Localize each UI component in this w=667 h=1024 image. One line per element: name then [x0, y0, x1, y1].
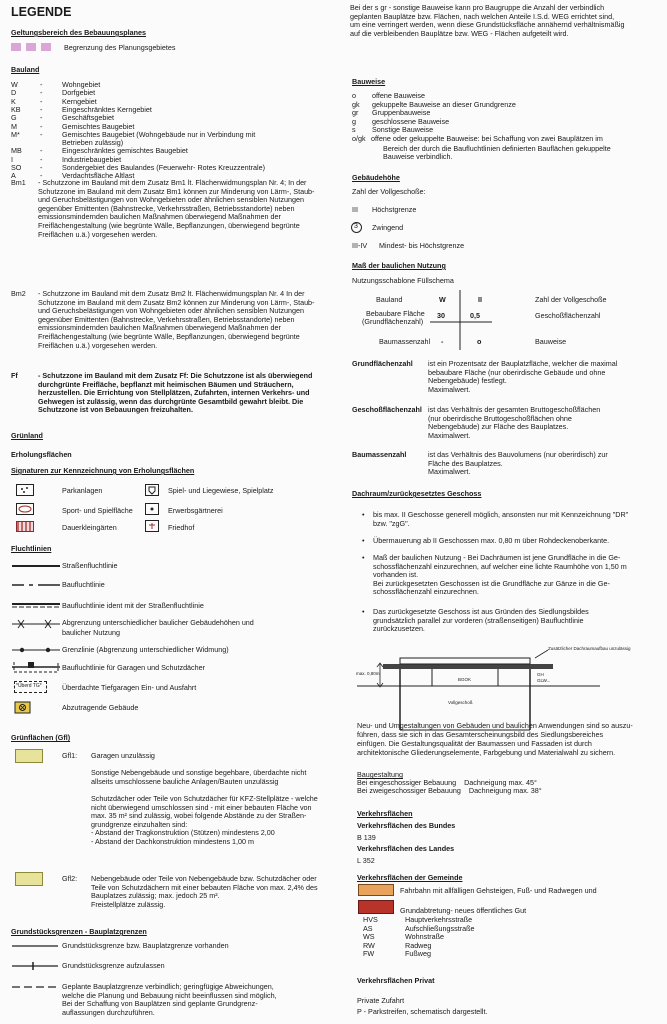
- diagram-ghw-label: GLW...: [537, 678, 551, 683]
- verkehr-fahrbahn: Fahrbahn mit allfälligen Gehsteigen, Fuß- und Radwegen und: [400, 886, 597, 895]
- bauland-dash: -: [40, 154, 43, 164]
- verkehr-code-text: Wohnstraße: [405, 932, 445, 942]
- def-3-line: Maximalwert.: [428, 467, 471, 477]
- signaturen-heading: Signaturen zur Kennzeichnung von Erholungsflächen: [11, 466, 195, 475]
- flucht-item-garagen: Baufluchtlinie für Garagen und Schutzdächer: [62, 663, 206, 672]
- bauweise-ogk-cont-2: Bauweise verbindlich.: [383, 152, 453, 161]
- flucht-item-grenzlinie: Grenzlinie (Abgrenzung unterschiedlicher Widmung): [62, 645, 229, 654]
- bauweise-ogk-cont-1: Bereich der durch die Baufluchtlinien definierten Bauflächen gekuppelte: [383, 144, 611, 153]
- gfl2-lines-line: Freistellplätze zulässig.: [91, 899, 166, 909]
- bauweise-code: gk: [352, 99, 360, 109]
- def-3-line: Fläche des Bauplatzes.: [428, 458, 503, 468]
- gruen-item-parkanlagen: Parkanlagen: [62, 486, 103, 495]
- hoehe-zahl: Zahl der Vollgeschoße:: [352, 187, 426, 196]
- bauland-item: Wohngebiet: [62, 80, 101, 89]
- bauland-code: SO: [11, 163, 22, 172]
- right-intro-line: Bei der s gr - sonstige Bauweise kann pro Baugruppe die Anzahl der verbindlich: [350, 3, 605, 12]
- bauweise-item: geschlossene Bauweise: [372, 116, 450, 126]
- gfl1-lines-line: nicht überwiegend umschlossen sind - mit einer bebauten Fläche von: [91, 802, 312, 812]
- flucht-item-bauflucht: Baufluchtlinie: [62, 580, 105, 589]
- page-title: LEGENDE: [11, 5, 72, 19]
- right-intro-line: auf die verbleibenden Bauplätze bzw. WEG - Flächen aufgeteilt wird.: [350, 28, 569, 38]
- def-term-1: Grundflächenzahl: [352, 359, 413, 368]
- bauweise-code: gr: [352, 108, 359, 118]
- dach-bullet-line: bis max. II Geschosse generell möglich, ansonsten nur mit Kennzeichnung "DR": [373, 510, 629, 519]
- geltung-item: Begrenzung des Planungsgebietes: [64, 43, 176, 52]
- verkehr-bund: Verkehrsflächen des Bundes: [357, 821, 456, 830]
- gruen-item-spiel: Spiel- und Liegewiese, Spielplatz: [168, 486, 274, 495]
- neu-lines-line: architektonische Gliederungselemente, Farbgebung und Materialwahl zu sichern.: [357, 747, 616, 757]
- def-term-2: Geschoßflächenzahl: [352, 405, 422, 414]
- dach-bullet-line: schossflächenzahl einzurechnen, auf welcher eine lichte Raumhöhe von 1,50 m: [373, 561, 627, 571]
- gfl1-lines-line: Sonstige Nebengebäude und sonstige begehbare, überdachte nicht: [91, 768, 307, 778]
- diagram-max-label: max. 0,80m: [356, 671, 380, 676]
- geltung-heading: Geltungsbereich des Bebauungsplanes: [11, 28, 146, 37]
- bauland-dash: -: [40, 171, 43, 181]
- bauweise-item: offene oder gekuppelte Bauweise: bei Schaffung von zwei Bauplätzen im: [371, 134, 603, 143]
- dach-bullet-line: vorhanden ist.: [373, 570, 419, 580]
- mass-heading: Maß der baulichen Nutzung: [352, 261, 446, 270]
- bauweise-code: s: [352, 125, 356, 135]
- dach-bullet-line: Übermauerung ab II Geschossen max. 0,80 m über Rohdeckenoberkante.: [373, 536, 610, 545]
- bauland-code: KB: [11, 104, 21, 114]
- geplant-lines-line: auflassungen durchzuführen.: [62, 1007, 155, 1017]
- def-1-line: Nebengebäude) festlegt.: [428, 376, 507, 386]
- bauland-code: A: [11, 171, 16, 181]
- gfl2-lines-line: Nebengebäude oder Teile von Nebengebäude bzw. Schutzdächer oder: [91, 874, 317, 883]
- gfl1-lines-line: grundgrenze einzuhalten sind:: [91, 819, 188, 829]
- gfl2-lines-line: Bauplatzes zulässig; max. jedoch 25 m².: [91, 891, 220, 901]
- hoehe-code-2: 3: [354, 223, 358, 230]
- bauland-item: Gemischtes Baugebiet (Wohngebäude nur in Verbindung mit: [62, 129, 256, 139]
- bauweise-heading: Bauweise: [352, 77, 386, 86]
- flucht-item-strassenflucht: Straßenfluchtlinie: [62, 561, 118, 570]
- def-1-line: ist ein Prozentsatz der Bauplatzfläche, welcher die maximal: [428, 359, 618, 368]
- schema-bauland: Bauland: [376, 295, 403, 304]
- bauland-heading: Bauland: [11, 65, 40, 74]
- gfl1-lines-line: Garagen unzulässig: [91, 751, 155, 760]
- bauland-item: Gemischtes Baugebiet: [62, 121, 135, 131]
- gfl-heading: Grünflächen (Gfl): [11, 733, 71, 742]
- bauweise-code: o: [352, 91, 356, 100]
- right-intro-line: geplanten Bauplätze bzw. Flächen, nach welchen Anteile I.S.d. WEG errichtet sind,: [350, 11, 615, 21]
- bauland-item: Dorfgebiet: [62, 88, 96, 98]
- bauland-dash: -: [40, 96, 43, 106]
- def-term-3: Baumassenzahl: [352, 450, 407, 459]
- geplant-lines-line: Bei der Schaffung von Bauplätzen sind geplante Grundgrenz-: [62, 999, 258, 1009]
- gfl1-lines-line: max. 35 m² sind zulässig, wobei folgende Abstände zu der Straßen-: [91, 811, 307, 821]
- bauland-code: I: [11, 154, 13, 164]
- diagram-mid-label: BGOK: [458, 677, 472, 682]
- bullet-icon: •: [362, 553, 365, 562]
- fluchtlinien-heading: Fluchtlinien: [11, 544, 52, 553]
- dach-bullet-line: grundsätzlich parallel zur vorderen (straßenseitigen) Baufluchtlinie: [373, 615, 584, 625]
- verkehr-code-text: Fußweg: [405, 949, 431, 959]
- bullet-icon: •: [362, 536, 365, 545]
- bauland-dash: -: [40, 80, 43, 89]
- verkehr-heading: Verkehrsflächen: [357, 809, 413, 818]
- gfl1-lines-line: Schutzdächer oder Teile von Schutzdächer für KFZ-Stellplätze - welche: [91, 794, 318, 803]
- gruen-item-sport: Sport- und Spielfläche: [62, 506, 133, 515]
- verkehr-l352: L 352: [357, 856, 375, 865]
- dach-bullet-line: Das zurückgesetzte Geschoss ist aus Gründen des Siedlungsbildes: [373, 607, 589, 616]
- hoehe-code-1: III: [352, 205, 358, 214]
- bm2-code: Bm2: [11, 289, 26, 298]
- schema-bauweise: Bauweise: [535, 337, 567, 346]
- verkehr-b139: B 139: [357, 833, 376, 842]
- verkehr-code: AS: [363, 923, 373, 933]
- gfl1-lines-line: allseits umschlossene bauliche Anlagen/Bauten unzulässig: [91, 776, 279, 786]
- erholung-heading: Erholungsflächen: [11, 450, 72, 459]
- flucht-item-ident: Baufluchtlinie ident mit der Straßenfluchtlinie: [62, 601, 204, 610]
- dach-bullet-line: bzw. "zgG".: [373, 518, 410, 528]
- bauges-line-1: Bei eingeschossiger Bebauung Dachneigung max. 45°: [357, 778, 537, 787]
- verkehr-privat: Verkehrsflächen Privat: [357, 976, 435, 985]
- verkehr-code: WS: [363, 932, 375, 942]
- bauland-dash: -: [40, 104, 43, 114]
- hoehe-text-2: Zwingend: [372, 223, 404, 232]
- hoehe-text-3: Mindest- bis Höchstgrenze: [379, 241, 465, 250]
- verkehr-code-text: Hauptverkehrsstraße: [405, 915, 473, 924]
- schema-30: 30: [437, 311, 445, 320]
- dach-bullet-line: Maß der baulichen Nutzung - Bei Dachräumen ist jene Grundfläche in die Ge-: [373, 553, 621, 562]
- bauweise-item: gekuppelte Bauweise an dieser Grundgrenze: [372, 99, 516, 109]
- gruen-item-kleingarten: Dauerkleingärten: [62, 523, 117, 532]
- bauland-item: Verdachtsfläche Altlast: [62, 171, 135, 181]
- gfl1-lines-line: - Abstand der Dachkonstruktion mindestens 1,00 m: [91, 837, 255, 846]
- bauland-dash: -: [40, 146, 43, 156]
- bauges-heading: Baugestaltung: [357, 770, 403, 779]
- fahrbahn-swatch: [358, 884, 394, 896]
- right-intro-line: um eine verringert werden, wenn diese Grundstücksfläche annähernd verhältnismäßig: [350, 20, 625, 30]
- bauland-code: G: [11, 113, 17, 123]
- gfl2-code: Gfl2:: [62, 874, 78, 883]
- diagram-top-label: Zusätzlicher Dachraumaufbau unzulässig: [548, 646, 631, 651]
- verkehr-code: RW: [363, 940, 375, 950]
- def-2-line: (nur oberirdische Bruttogeschoßflächen ohne: [428, 413, 572, 423]
- bauland-item: Sondergebiet des Baulandes (Feuerwehr- Rotes Kreuzzentrale): [62, 163, 265, 172]
- bauland-dash: -: [40, 163, 43, 172]
- diagram-gh-label: GH: [537, 672, 544, 677]
- verkehr-code-text: Aufschließungsstraße: [405, 923, 475, 933]
- bauland-code: D: [11, 88, 17, 98]
- bauland-item: Kerngebiet: [62, 96, 97, 106]
- grundstueck-heading: Grundstücksgrenzen - Bauplatzgrenzen: [11, 927, 147, 936]
- grund-item-aufzulassen: Grundstücksgrenze aufzulassen: [62, 961, 165, 970]
- def-2-line: ist das Verhältnis der gesamten Bruttogeschoßflächen: [428, 405, 601, 414]
- bauweise-item: Gruppenbauweise: [372, 108, 431, 118]
- grund-item-vorhanden: Grundstücksgrenze bzw. Bauplatzgrenze vorhanden: [62, 941, 229, 950]
- gruen-item-gaertnerei: Erwerbsgärtnerei: [168, 506, 223, 515]
- bauland-item: Industriebaugebiet: [62, 154, 122, 164]
- bauland-dash: -: [40, 129, 43, 139]
- dach-bullet-line: Bei zurückgesetzten Geschossen ist die Grundfläche zur Gänze in die Ge-: [373, 578, 610, 588]
- schema-gfz: Geschoßflächenzahl: [535, 311, 601, 320]
- bauland-code: W: [11, 80, 18, 89]
- verkehr-code-text: Radweg: [405, 940, 432, 950]
- schema-bmz: Baumassenzahl: [379, 337, 431, 346]
- schema-zahl-voll: Zahl der Vollgeschoße: [535, 295, 607, 304]
- def-1-line: Maximalwert.: [428, 384, 471, 394]
- bauland-item: Betrieben zulässig): [62, 138, 124, 148]
- neu-lines-line: Neu- und Umgestaltungen von Gebäuden und baulichen Anwendungen sind so auszu-: [357, 721, 633, 730]
- bauland-code: K: [11, 96, 16, 106]
- gfl1-lines-line: - Abstand der Tragkonstruktion (Stützen) mindestens 2,00: [91, 828, 275, 838]
- schema-o: o: [477, 337, 482, 346]
- bauland-item: Eingeschränktes Kerngebiet: [62, 104, 152, 114]
- bauland-dash: -: [40, 88, 43, 98]
- bauland-dash: -: [40, 113, 43, 123]
- bauweise-code: g: [352, 116, 356, 126]
- bullet-icon: •: [362, 607, 365, 616]
- bm1-code: Bm1: [11, 178, 26, 187]
- neu-lines-line: führen, dass sie sich in das Gesamterscheinungsbild des Siedlungsbereiches: [357, 729, 604, 739]
- bauweise-item: offene Bauweise: [372, 91, 426, 100]
- bauges-line-2: Bei zweigeschossiger Bebauung Dachneigung max. 38°: [357, 786, 542, 795]
- dach-bullet-line: schossflächenzahl einzurechnen.: [373, 587, 479, 597]
- tiefgarage-symbol-text: *Überd TG*: [16, 683, 42, 689]
- flucht-item-abgrenzung: Abgrenzung unterschiedlicher baulicher Gebäudehöhen und: [62, 618, 254, 627]
- bauweise-code: o/gk: [352, 134, 366, 143]
- verkehr-code: HVS: [363, 915, 378, 924]
- bauland-dash: -: [40, 121, 43, 131]
- bullet-icon: •: [362, 510, 365, 519]
- mass-schema: Nutzungsschablone Füllschema: [352, 276, 454, 285]
- verkehr-land: Verkehrsflächen des Landes: [357, 844, 455, 853]
- bauweise-item: Sonstige Bauweise: [372, 125, 434, 135]
- verkehr-parkstreifen: P - Parkstreifen, schematisch dargestellt.: [357, 1007, 488, 1016]
- dach-bullet-line: zurückzusetzen.: [373, 624, 425, 634]
- bauland-code: M*: [11, 129, 20, 139]
- hoehe-heading: Gebäudehöhe: [352, 173, 400, 182]
- flucht-item-abgrenzung-2: baulicher Nutzung: [62, 628, 120, 637]
- geplant-lines-line: welche die Planung und Bebauung nicht beeinflussen sind möglich,: [62, 990, 277, 1000]
- def-2-line: Maximalwert.: [428, 430, 471, 440]
- neu-lines-line: einfügen. Die Gestaltungsqualität der Baumassen und Fassaden ist durch: [357, 738, 592, 748]
- diagram-voll-label: Vollgeschoß: [448, 700, 473, 705]
- schema-05: 0,5: [470, 311, 480, 320]
- schema-dash: -: [441, 337, 444, 346]
- flucht-item-tiefgarage: Überdachte Tiefgaragen Ein- und Ausfahrt: [62, 683, 197, 692]
- flucht-item-abzutragen: Abzutragende Gebäude: [62, 703, 139, 712]
- hoehe-text-1: Höchstgrenze: [372, 205, 417, 214]
- schema-bebaubare-2: (Grundflächenzahl): [362, 317, 424, 326]
- bauland-item: Geschäftsgebiet: [62, 113, 114, 123]
- geplant-lines-line: Geplante Bauplatzgrenze verbindlich; geringfügige Abweichungen,: [62, 982, 274, 991]
- dach-heading: Dachraum/zurückgesetztes Geschoss: [352, 489, 482, 498]
- verkehr-code: FW: [363, 949, 375, 959]
- ff-text: - Schutzzone im Bauland mit dem Zusatz Ff: Die Schutzzone ist als überwiegend durchgrünte Freifläche, bepflanzt mit heimischen Bäumen und Sträuchern, herzustellen. Die Errichtung von Stellplätzen, Zufahrten, internen Verkehrs- und Gehwegen ist zulässig, wenn das durchgrünte Gesamtbild gewahrt bleibt. Die Schutzzone ist von Bebauungen freizuhalten.: [38, 371, 313, 415]
- schema-bebaubare-1: Bebaubare Fläche: [366, 309, 425, 318]
- verkehr-abtretung: Grundabtretung- neues öffentliches Gut: [400, 906, 527, 915]
- gfl2-lines-line: Teile von Schutzdächern mit einer bebauten Fläche von max. 2,4% des: [91, 882, 318, 892]
- bauland-code: MB: [11, 146, 22, 156]
- gfl1-code: Gfl1:: [62, 751, 78, 760]
- def-1-line: bebaubare Fläche (nur oberirdische Gebäude und ohne: [428, 367, 606, 377]
- ff-code: Ff: [11, 371, 18, 380]
- hoehe-code-3: III-IV: [352, 241, 368, 250]
- bauland-code: M: [11, 121, 17, 131]
- schema-ii: II: [478, 295, 482, 304]
- bm1-text: - Schutzzone im Bauland mit dem Zusatz Bm1 lt. Flächenwidmungsplan Nr. 4; In der Schutzzone im Bauland mit dem Zusatz Bm1 können zur Minderung von Lärm-, Staub- und Geruchsbelästigungen von Wohngebieten oder ähnlichen sensiblen Nutzungen gegenüber Emittenten (Bahnstrecke, Verkehrsstraßen, Betriebsstandorte) neben emissionsmindernden baulichen Maßnahmen überwiegend Maßnahmen der Freiflächengestaltung (wie begrünte Wälle, Bepflanzungen, überwiegend begrünte Freiflächen u.ä.) vorgesehen werden.: [38, 178, 315, 239]
- verkehr-zufahrt: Private Zufahrt: [357, 996, 405, 1005]
- abtretung-swatch: [358, 900, 394, 914]
- def-2-line: Nebengebäude) zur Fläche des Bauplatzes.: [428, 422, 569, 432]
- bauland-item: Eingeschränktes gemischtes Baugebiet: [62, 146, 188, 156]
- gruen-item-friedhof: Friedhof: [168, 523, 195, 532]
- verkehr-gemeinde: Verkehrsflächen der Gemeinde: [357, 873, 463, 882]
- gruenland-heading: Grünland: [11, 431, 43, 440]
- bm2-text: - Schutzzone im Bauland mit dem Zusatz Bm2 lt. Flächenwidmungsplan Nr. 4 In der Schutzzone im Bauland mit dem Zusatz Bm2 können zur Minderung von Lärm-, Staub- und Geruchsbelästigungen von Wohngebieten oder ähnlichen sensiblen Nutzungen gegenüber Emittenten (Bahnstrecke, Verkehrsstraßen, Betriebsstandorte) neben emissionsmindernden baulichen Maßnahmen überwiegend Maßnahmen der Freiflächengestaltung (wie begrünte Wälle, Bepflanzungen, überwiegend begrünte Freiflächen u.ä.) vorgesehen werden.: [38, 289, 315, 350]
- schema-w: W: [439, 295, 446, 304]
- def-3-line: ist das Verhältnis des Bauvolumens (nur oberirdisch) zur: [428, 450, 608, 459]
